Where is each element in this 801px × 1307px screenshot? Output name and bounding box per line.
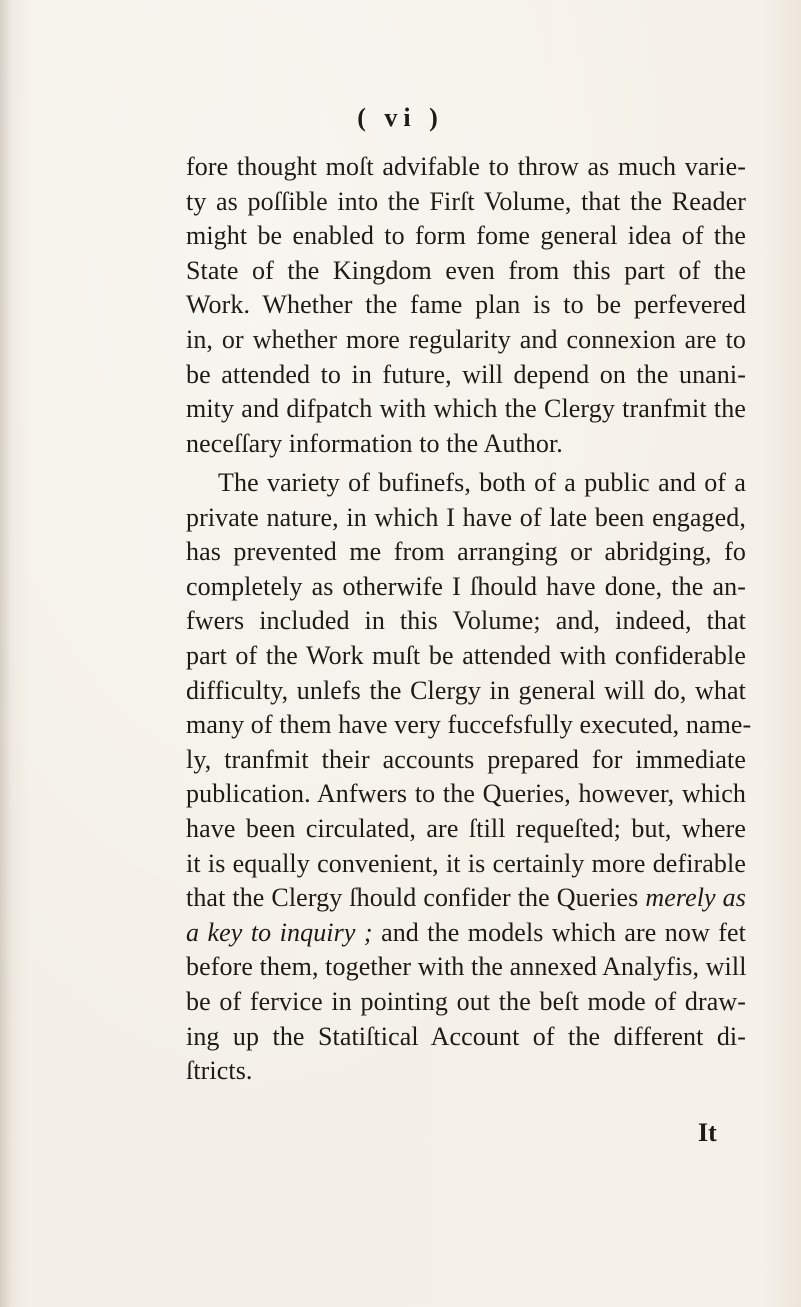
text-line: difficulty, unlefs the Clergy in general will do, what xyxy=(186,675,746,705)
text-segment: and the models which are now fet xyxy=(381,917,746,947)
italic-phrase-continued: a key to inquiry ; xyxy=(186,917,373,947)
paragraph-1 xyxy=(186,150,746,461)
text-line: many of them have very fuccefsfully executed, name- xyxy=(186,710,752,740)
text-line: The variety of bufinefs, both of a public and of a xyxy=(218,468,746,497)
text-line: has prevented me from arranging or abridging, fo xyxy=(186,537,746,567)
text-line: before them, together with the annexed Analyfis, will xyxy=(186,952,747,982)
text-line: part of the Work muſt be attended with confiderable xyxy=(186,640,746,670)
text-line: be of fervice in pointing out the beſt mode of draw- xyxy=(186,986,746,1016)
text-line: might be enabled to form fome general idea of the xyxy=(186,221,746,251)
text-line: ing up the Statiſtical Account of the different di- xyxy=(186,1021,746,1051)
page-number: ( vi ) xyxy=(357,103,444,132)
text-line: publication. Anfwers to the Queries, however, which xyxy=(186,779,746,809)
text-line: mity and difpatch with which the Clergy tranfmit the xyxy=(186,394,746,424)
italic-phrase: merely as xyxy=(645,883,746,913)
paragraph-2 xyxy=(186,466,752,1089)
text-segment: that the Clergy ſhould confider the Queries xyxy=(186,883,639,913)
text-line: fore thought moſt advifable to throw as much varie- xyxy=(186,152,746,181)
text-line: Work. Whether the fame plan is to be perfevered xyxy=(186,290,746,320)
text-line: ty as poſſible into the Firſt Volume, that the Reader xyxy=(186,186,746,216)
text-line: fwers included in this Volume; and, indeed, that xyxy=(186,606,746,636)
text-line: in, or whether more regularity and connexion are to xyxy=(186,324,746,354)
text-line: State of the Kingdom even from this part of the xyxy=(186,255,746,285)
text-line-with-italic xyxy=(186,881,746,916)
text-line: it is equally convenient, it is certainly more defirable xyxy=(186,848,746,878)
text-line: private nature, in which I have of late been engaged, xyxy=(186,502,746,532)
page-gutter-shadow xyxy=(0,0,12,1307)
text-line: ſtricts. xyxy=(186,1056,253,1086)
text-line xyxy=(186,916,746,951)
text-line: neceſſary information to the Author. xyxy=(186,428,563,458)
text-line: ly, tranfmit their accounts prepared for immediate xyxy=(186,744,746,774)
catchword: It xyxy=(698,1118,717,1147)
text-line: completely as otherwife I ſhould have done, the an- xyxy=(186,571,746,601)
text-line: be attended to in future, will depend on the unani- xyxy=(186,359,746,389)
text-line: have been circulated, are ſtill requeſted; but, where xyxy=(186,813,746,843)
